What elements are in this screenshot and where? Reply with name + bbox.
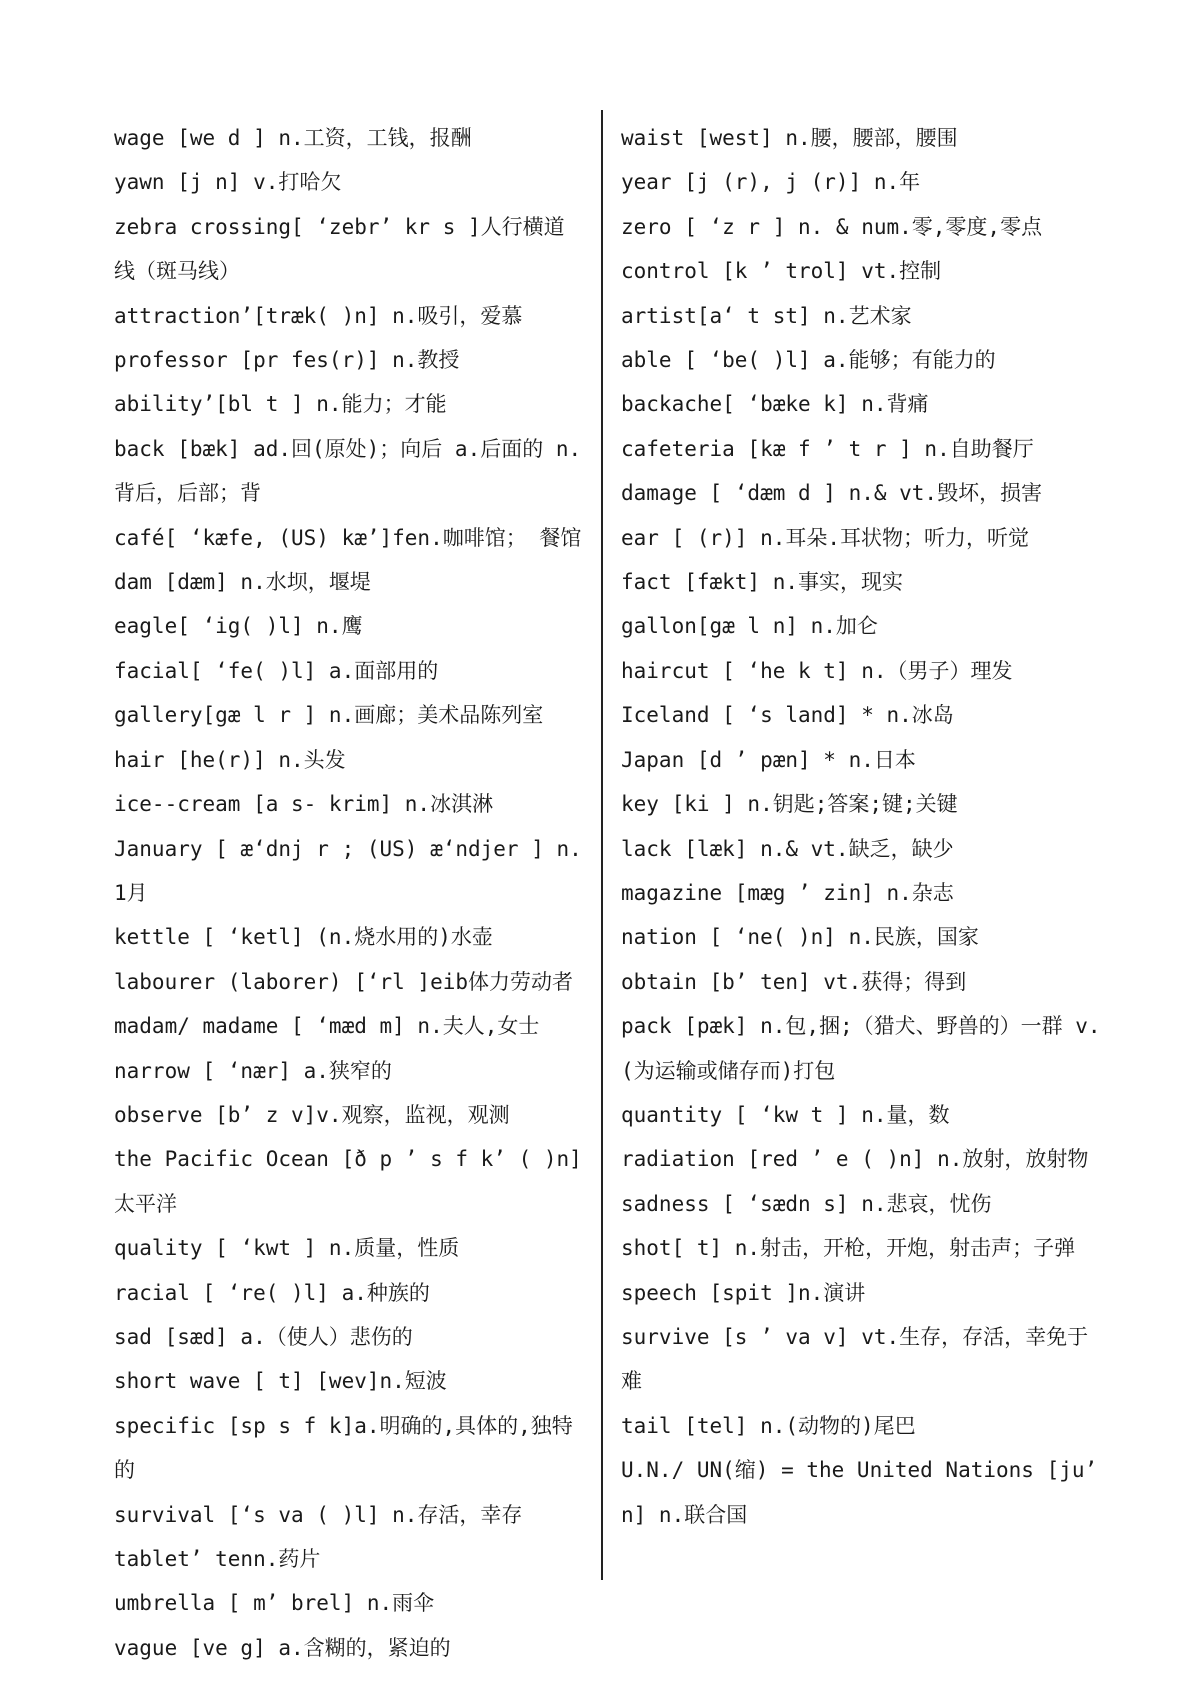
vocab-entry: labourer (laborer) [‘rl ]eib体力劳动者 (114, 969, 574, 994)
vocab-entry: zebra crossing[ ‘zebr’ kr s ]人行横道线（斑马线） (114, 214, 565, 284)
vocab-entry: yawn [j n] v.打哈欠 (114, 170, 342, 195)
vocab-entry: lack [læk] n.& vt.缺乏，缺少 (621, 836, 954, 861)
vocab-entry: able [ ‘be( )l] a.能够；有能力的 (621, 348, 996, 373)
vocab-entry: waist [west] n.腰，腰部，腰围 (621, 126, 958, 150)
vocab-entry: survive [s ’ va v] vt.生存，存活，幸免于难 (621, 1324, 1089, 1394)
vocab-entry: shot[ t] n.射击，开枪，开炮，射击声；子弹 (621, 1236, 1076, 1261)
vocab-entry: pack [pæk] n.包,捆;（猎犬、野兽的）一群 v.(为运输或储存而)打包 (621, 1014, 1101, 1083)
vocab-entry: tail [tel] n.(动物的)尾巴 (621, 1413, 916, 1438)
vocab-entry: radiation [red ’ e ( )n] n.放射，放射物 (621, 1147, 1089, 1172)
vocab-entry: professor [pr fes(r)] n.教授 (114, 348, 460, 373)
vocab-entry: artist[a‘ t st] n.艺术家 (621, 303, 912, 328)
vocab-entry: eagle[ ‘ig( )l] n.鹰 (114, 614, 363, 639)
vocab-entry: survival [‘s va ( )l] n.存活，幸存 (114, 1502, 523, 1527)
vocab-entry: specific [sp s f k]a.明确的,具体的,独特的 (114, 1413, 573, 1483)
vocab-entry: quantity [ ‘kw t ] n.量，数 (621, 1102, 950, 1127)
vocab-entry: U.N./ UN(缩) = the United Nations [ju’ n] n.联合国 (621, 1458, 1098, 1527)
vocab-entry: vague [ve g] a.含糊的，紧迫的 (114, 1635, 451, 1660)
vocab-entry: speech [spit ]n.演讲 (621, 1280, 866, 1305)
vocab-entry: facial[ ‘fe( )l] a.面部用的 (114, 658, 439, 683)
vocab-entry: magazine [mæg ’ zin] n.杂志 (621, 880, 954, 905)
vocab-entry: back [bæk] ad.回(原处)；向后 a.后面的 n.背后，后部；背 (114, 436, 582, 506)
vocab-entry: fact [fækt] n.事实，现实 (621, 570, 904, 595)
vocab-entry: gallery[gæ l r ] n.画廊；美术品陈列室 (114, 703, 544, 728)
vocab-entry: café[ ‘kæfe, (US) kæ’]fen.咖啡馆； 餐馆 (114, 525, 582, 550)
vocab-entry: hair [he(r)] n.头发 (114, 747, 346, 772)
vocab-entry: gallon[gæ l n] n.加仑 (621, 614, 878, 639)
vocab-entry: narrow [ ‘nær] a.狭窄的 (114, 1058, 392, 1083)
vocab-entry: nation [ ‘ne( )n] n.民族，国家 (621, 925, 979, 950)
vocab-entry: year [j (r), j (r)] n.年 (621, 170, 921, 195)
vocab-entry: short wave [ t] [wev]n.短波 (114, 1369, 447, 1394)
vocab-entry: ice--cream [a s- krim] n.冰淇淋 (114, 792, 494, 817)
vocab-entry: ear [ (r)] n.耳朵.耳状物；听力，听觉 (621, 525, 1030, 550)
vocab-entry: the Pacific Ocean [ð p ’ s f k’ ( )n]太平洋 (114, 1147, 582, 1216)
vocab-entry: attraction’[træk( )n] n.吸引，爱慕 (114, 303, 523, 328)
vocab-entry: wage [we d ] n.工资，工钱，报酬 (114, 126, 472, 150)
vocab-entry: control [k ’ trol] vt.控制 (621, 259, 942, 284)
vocab-entry: January [ æ‘dnj r ; (US) æ‘ndjer ] n.1月 (114, 836, 582, 905)
vocab-entry: ability’[bl t ] n.能力；才能 (114, 392, 447, 417)
vocab-entry: racial [ ‘re( )l] a.种族的 (114, 1280, 430, 1305)
vocab-entry: umbrella [ m’ brel] n.雨伞 (114, 1591, 435, 1616)
vocab-entry: zero [ ‘z r ] n. & num.零,零度,零点 (621, 214, 1043, 239)
vocab-entry: sad [sæd] a.（使人）悲伤的 (114, 1324, 413, 1349)
vocab-entry: observe [b’ z v]v.观察，监视，观测 (114, 1102, 510, 1127)
vocab-entry: dam [dæm] n.水坝，堰堤 (114, 570, 371, 595)
vocab-entry: backache[ ‘bæke k] n.背痛 (621, 392, 929, 417)
vocab-entry: tablet’ tenn.药片 (114, 1547, 321, 1571)
vocab-entry: quality [ ‘kwt ] n.质量，性质 (114, 1236, 460, 1261)
right-word-column (621, 116, 1101, 1537)
column-divider (601, 110, 603, 1580)
left-word-column (114, 116, 584, 1670)
vocab-entry: obtain [b’ ten] vt.获得；得到 (621, 969, 967, 994)
vocab-entry: damage [ ‘dæm d ] n.& vt.毁坏，损害 (621, 481, 1043, 506)
vocab-entry: haircut [ ‘he k t] n.（男子）理发 (621, 658, 1013, 683)
vocab-entry: key [ki ] n.钥匙;答案;键;关键 (621, 792, 958, 817)
vocab-entry: Japan [d ’ pæn] * n.日本 (621, 747, 916, 772)
vocab-entry: sadness [ ‘sædn s] n.悲哀，忧伤 (621, 1191, 992, 1216)
vocab-entry: kettle [ ‘ketl] (n.烧水用的)水壶 (114, 925, 493, 950)
vocab-entry: Iceland [ ‘s land] * n.冰岛 (621, 703, 954, 728)
vocab-entry: madam/ madame [ ‘mæd m] n.夫人,女士 (114, 1014, 540, 1039)
vocab-entry: cafeteria [kæ f ’ t r ] n.自助餐厅 (621, 436, 1034, 461)
